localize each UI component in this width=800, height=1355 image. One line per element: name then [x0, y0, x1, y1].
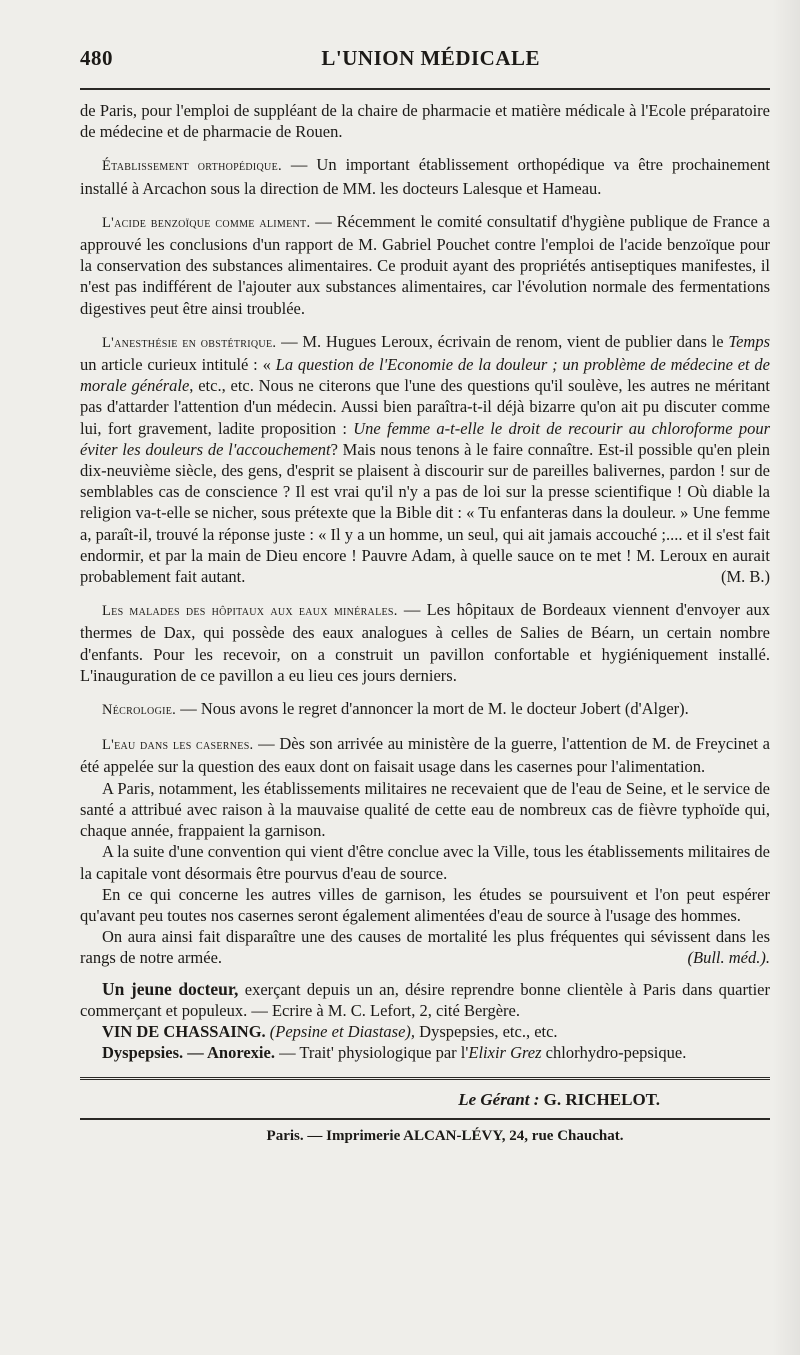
paragraph-acide-benzoique: [80, 211, 770, 319]
ad-heading: Dyspepsies. — Anorexie.: [102, 1043, 275, 1063]
gerant-label: Le Gérant :: [458, 1090, 540, 1110]
ad-heading: Un jeune docteur,: [102, 978, 239, 999]
printer-imprint: Paris. — Imprimerie ALCAN-LÉVY, 24, rue Chauchat.: [266, 1128, 624, 1145]
source-citation: (Bull. méd.).: [687, 948, 770, 968]
section-heading-acide-benzoique: L'acide benzoïque comme aliment.: [102, 214, 311, 231]
paragraph-body: , etc., etc. Nous ne citerons que l'une des questions qu'il soulève, les autres ne méritant pas d'attarder l'attention d'un médecin. Aussi bien paraîtra-t-il déjà bizarre qu'on ait pu discuter comme lui, fort gravement, ladite proposition :: [80, 376, 770, 438]
section-heading-eaux-minerales: Les malades des hôpitaux aux eaux minérales.: [102, 603, 398, 620]
author-initials: (M. B.): [720, 567, 770, 587]
advertisements: [80, 979, 770, 1064]
ad-body: — Trait' physiologique par l': [274, 1043, 469, 1063]
paragraph-eau-casernes: [80, 733, 770, 777]
section-heading-eau-casernes: L'eau dans les casernes.: [102, 737, 254, 754]
gerant-name: G. RICHELOT.: [543, 1090, 660, 1110]
paragraph-body: — Nous avons le regret d'annoncer la mort de M. le docteur Jobert (d'Alger).: [176, 699, 689, 719]
section-heading-necrologie: Nécrologie.: [102, 702, 177, 719]
paragraph-convention: A la suite d'une convention qui vient d'être conclue avec la Ville, tous les établissements militaires de la capitale vont désormais être pourvus d'eau de source.: [80, 842, 770, 883]
ad-body: exerçant depuis un an, désire reprendre bonne clientèle à Paris dans quartier commerçant et populeux. — Ecrire à M. C. Lefort, 2, cité Bergère.: [80, 979, 770, 1020]
paragraph-body: — Un important établissement orthopédique va être prochainement installé à Arcachon sous la direction de MM. les docteurs Lalesque et Hameau.: [80, 155, 770, 198]
page-number: 480: [80, 46, 113, 70]
paragraph-necrologie: [80, 698, 770, 721]
ad-subtitle: (Pepsine et Diastase),: [269, 1021, 416, 1041]
gerant-signature: [80, 1090, 770, 1110]
paragraph-body: — Récemment le comité consultatif d'hygiène publique de France a approuvé les conclusions d'un rapport de M. Gabriel Pouchet contre l'emploi de l'acide benzoïque pour la conservation des substances alimentaires. Ce produit ayant des propriétés antiseptiques manifestes, il n'est pas indifférent de l'ajouter aux substances alimentaires, car l'évolution normale des fermentations digestives peut être ainsi troublée.: [80, 211, 770, 318]
quoted-question: Une femme a-t-elle le droit de recourir au chloroforme pour éviter les douleurs de l'accouchement: [80, 418, 770, 459]
article-title: La question de l'Economie de la douleur ; un problème de médecine et de morale générale: [80, 355, 770, 396]
newspaper-name: Temps: [728, 331, 770, 351]
section-heading-anesthesie: L'anesthésie en obstétrique.: [102, 334, 277, 351]
ad-heading: VIN DE CHASSAING.: [102, 1021, 266, 1041]
paragraph-rouen: de Paris, pour l'emploi de suppléant de la chaire de pharmacie et matière médicale à l'Ecole préparatoire de médecine et de pharmacie de Rouen.: [80, 101, 770, 142]
paragraph-body: — M. Hugues Leroux, écrivain de renom, vient de publier dans le: [276, 331, 729, 351]
paragraph-mortalite: [80, 926, 770, 968]
paragraph-villes-garnison: En ce qui concerne les autres villes de garnison, les études se poursuivent et l'on peut espérer qu'avant peu toutes nos casernes seront également alimentées d'eau de source à l'usage des hommes.: [80, 884, 770, 925]
paragraph-body: ? Mais nous tenons à le faire connaître. Est-il possible qu'en plein dix-neuvième siècle, des gens, d'esprit se plaisent à discourir sur de pareilles balivernes, pardon ! sur de semblables cas de conscience ? Il est vrai qu'il n'y a pas de loi sur la presse scientifique ! Où diable la religion va-t-elle se nicher, sous prétexte que la Bible dit : « Tu enfanteras dans la douleur. » Une femme a, paraît-il, trouvé la réponse juste : « Il y a un homme, un seul, qui ait jamais accouché ;.... et il s'est fait endormir, et par la main de Dieu encore ! Pauvre Adam, à quelle sauce on te met ! M. Leroux en aurait probablement fait autant.: [80, 439, 770, 587]
imprint-rule: [80, 1118, 770, 1120]
paragraph-body: — Les hôpitaux de Bordeaux viennent d'envoyer aux thermes de Dax, qui possède des eaux analogues à celles de Salies de Béarn, un certain nombre d'enfants. Pour les recevoir, on a construit un pavillon confortable et hygiéniquement installé. L'inauguration de ce pavillon a eu lieu ces jours derniers.: [80, 600, 770, 685]
paragraph-body: On aura ainsi fait disparaître une des causes de mortalité les plus fréquentes qui sévissent dans les rangs de notre armée.: [80, 927, 770, 968]
ad-dyspepsies: [80, 1042, 770, 1063]
section-heading-orthopedique: Établissement orthopédique.: [102, 158, 282, 175]
paragraph-orthopedique: [80, 154, 770, 198]
paragraph-paris-eau-seine: A Paris, notamment, les établissements militaires ne recevaient que de l'eau de Seine, et le service de santé a attribué avec raison à la mauvaise qualité de cette eau de nombreux cas de fièvre typhoïde qui, chaque année, frappaient la garnison.: [80, 778, 770, 841]
ad-body: chlorhydro-pepsique.: [541, 1043, 687, 1063]
paragraph-body: — Dès son arrivée au ministère de la guerre, l'attention de M. de Freycinet a été appelée sur la question des eaux dont on faisait usage dans les casernes pour l'alimentation.: [80, 734, 770, 777]
footer-rule: [80, 1077, 770, 1080]
ad-product-name: Elixir Grez: [468, 1043, 542, 1063]
paragraph-anesthesie: [80, 331, 770, 587]
header-rule: [80, 88, 770, 90]
ad-vin-chassaing: [80, 1021, 770, 1042]
ad-jeune-docteur: [80, 979, 770, 1021]
page-edge-shadow: [772, 0, 800, 1355]
ad-body: Dyspepsies, etc., etc.: [415, 1021, 558, 1041]
paragraph-body: un article curieux intitulé : «: [80, 355, 276, 375]
page-header: [80, 46, 770, 82]
paragraph-eaux-minerales: [80, 599, 770, 686]
journal-title: L'UNION MÉDICALE: [321, 46, 540, 70]
